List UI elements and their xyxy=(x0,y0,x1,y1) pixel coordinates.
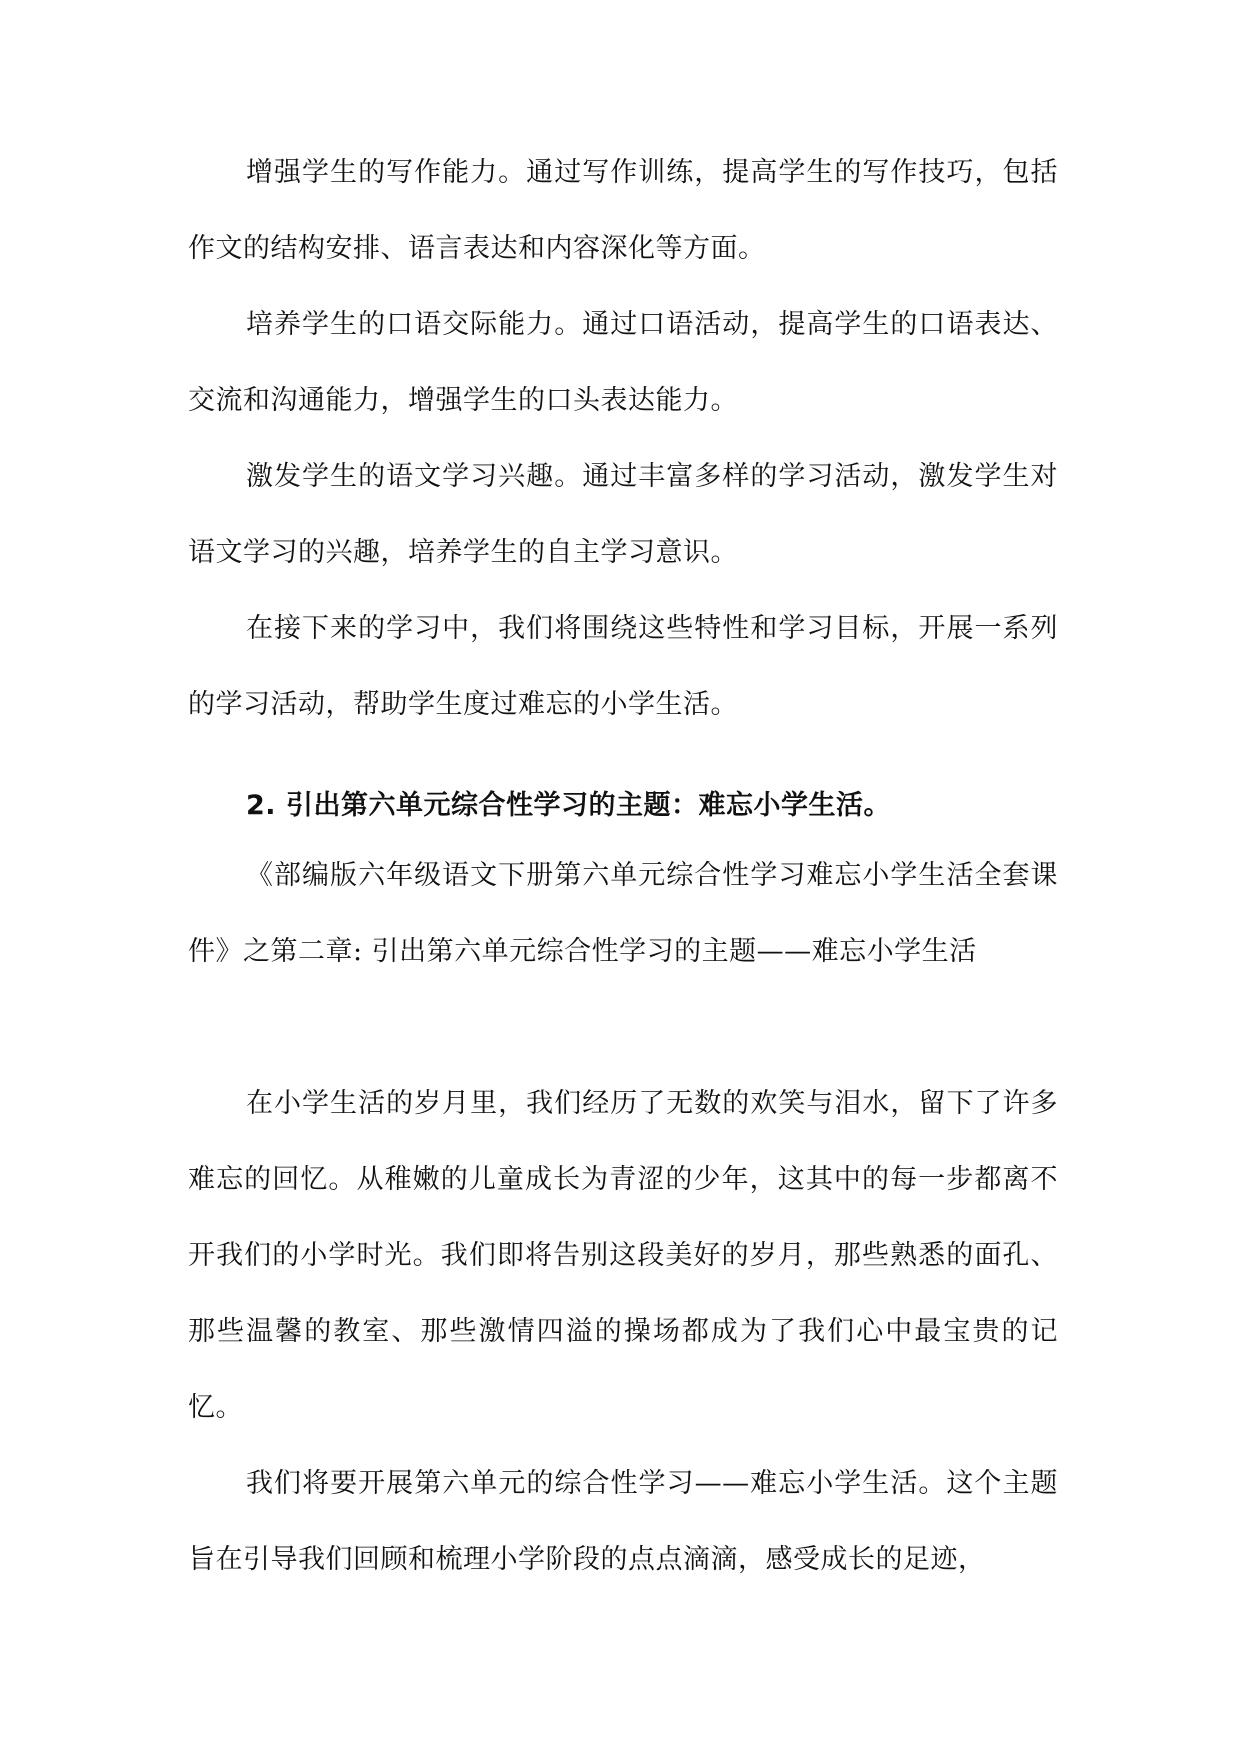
paragraph-unit-theme: 我们将要开展第六单元的综合性学习——难忘小学生活。这个主题旨在引导我们回顾和梳理小学阶段的点点滴滴，感受成长的足迹， xyxy=(188,1468,1058,1575)
paragraph-upcoming-activities: 在接下来的学习中，我们将围绕这些特性和学习目标，开展一系列的学习活动，帮助学生度过难忘的小学生活。 xyxy=(188,613,1058,720)
paragraph-oral-ability: 培养学生的口语交际能力。通过口语活动，提高学生的口语表达、交流和沟通能力，增强学生的口头表达能力。 xyxy=(188,309,1058,416)
paragraph-memories: 在小学生活的岁月里，我们经历了无数的欢笑与泪水，留下了许多难忘的回忆。从稚嫩的儿童成长为青涩的少年，这其中的每一步都离不开我们的小学时光。我们即将告别这段美好的岁月，那些熟悉的面孔、那些温馨的教室、那些激情四溢的操场都成为了我们心中最宝贵的记忆。 xyxy=(188,1088,1058,1423)
chapter-intro: 《部编版六年级语文下册第六单元综合性学习难忘小学生活全套课件》之第二章: 引出第六单元综合性学习的主题——难忘小学生活 xyxy=(188,860,1058,967)
paragraph-learning-interest: 激发学生的语文学习兴趣。通过丰富多样的学习活动，激发学生对语文学习的兴趣，培养学生的自主学习意识。 xyxy=(188,461,1058,568)
paragraph-writing-ability: 增强学生的写作能力。通过写作训练，提高学生的写作技巧，包括作文的结构安排、语言表达和内容深化等方面。 xyxy=(188,157,1058,264)
section-heading: 2. 引出第六单元综合性学习的主题：难忘小学生活。 xyxy=(246,790,891,821)
